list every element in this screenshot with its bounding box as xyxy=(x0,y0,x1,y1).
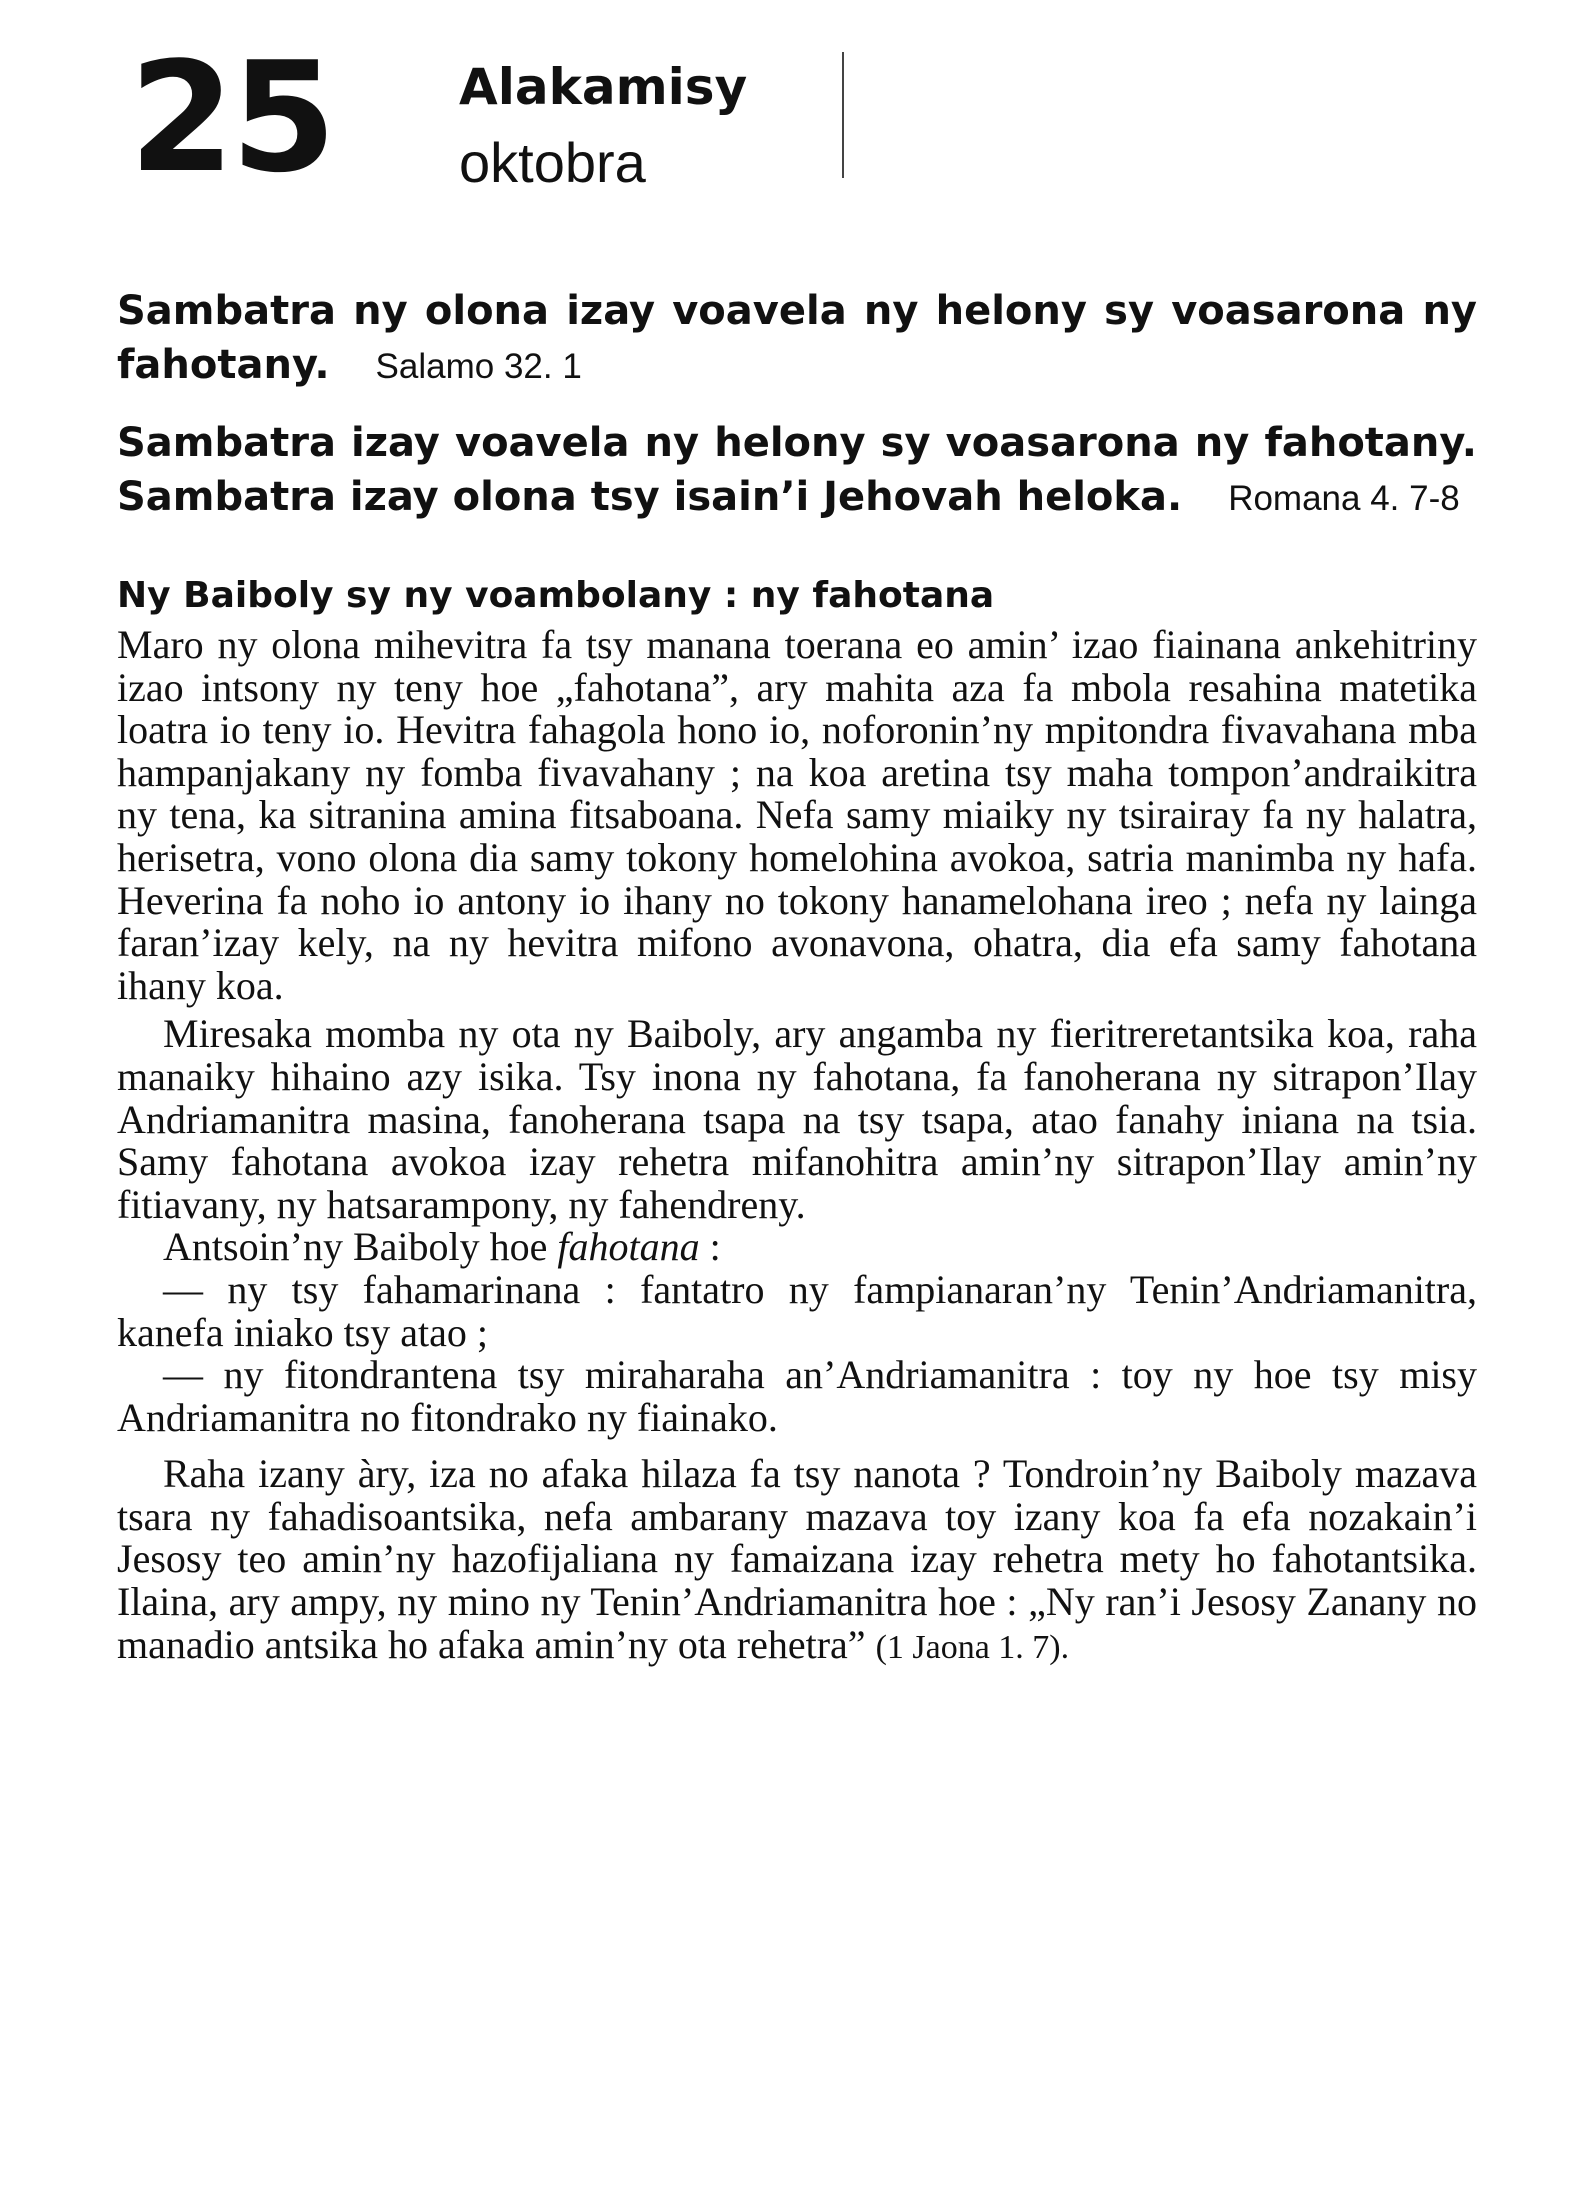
paragraph-4 xyxy=(117,1453,1477,1669)
paragraph-3-tail: : xyxy=(699,1224,721,1270)
paragraph-4-text: Raha izany àry, iza no afaka hilaza fa tsy nanota ? Tondroin’ny Baiboly mazava tsara ny fahadisoantsika, nefa ambarany mazava toy izany koa fa efa nozakain’i Jesosy teo amin’ny hazofijaliana ny famaizana izay rehetra mety ho fahotantsika. Ilaina, ary ampy, ny mino ny Tenin’Andriamanitra hoe : „Ny ran’i Jesosy Zanany no manadio antsika ho afaka amin’ny ota rehetra” xyxy=(117,1451,1477,1667)
paragraph-1: Maro ny olona mihevitra fa tsy manana toerana eo amin’ izao fiainana ankehitriny izao intsony ny teny hoe „fahotana”, ary mahita aza fa mbola resahina matetika loatra io teny io. Hevitra fahagola hono io, noforonin’ny mpitondra fivavahana mba hampanjakany ny fomba fivavahany ; na koa aretina tsy maha tompon’andraikitra ny tena, ka sitranina amina fitsaboana. Nefa samy miaiky ny tsirairay fa ny halatra, herisetra, vono olona dia samy tokony homelohina avokoa, satria manimba ny hafa. Heverina fa noho io antony io ihany no tokony hanamelohana ireo ; nefa ny lainga faran’izay kely, na ny hevitra mifono avonavona, ohatra, dia efa samy fahotana ihany koa. xyxy=(117,622,1477,1008)
devotional-page xyxy=(117,29,1477,1669)
paragraph-3 xyxy=(117,1226,1477,1269)
paragraph-2: Miresaka momba ny ota ny Baiboly, ary angamba ny fieritreretantsika koa, raha manaiky hihaino azy isika. Tsy inona ny fahotana, fa fanoherana ny sitrapon’Ilay Andriamanitra masina, fanoherana tsapa na tsy tsapa, atao fanahy iniana na tsia. Samy fahotana avokoa izay rehetra mifanohitra amin’ny sitrapon’Ilay amin’ny fitiavany, ny hatsarampony, ny fahendreny. xyxy=(117,1011,1477,1227)
verse-1-text: Sambatra ny olona izay voavela ny helony sy voasarona ny fahotany. xyxy=(117,288,1477,388)
closing-reference: (1 Jaona 1. 7). xyxy=(875,1628,1070,1666)
weekday-label: Alakamisy xyxy=(459,58,748,116)
header-divider xyxy=(842,52,844,178)
verse-1 xyxy=(117,284,1477,394)
month-label: oktobra xyxy=(459,131,646,194)
paragraph-3-lead: Antsoin’ny Baiboly hoe xyxy=(163,1224,558,1270)
verse-2-reference: Romana 4. 7-8 xyxy=(1228,479,1460,518)
list-item-1: — ny tsy fahamarinana : fantatro ny fampianaran’ny Tenin’Andriamanitra, kanefa iniako tsy atao ; xyxy=(117,1266,1477,1355)
body-text xyxy=(117,624,1477,1669)
verse-1-reference: Salamo 32. 1 xyxy=(375,347,582,386)
emphasized-term: fahotana xyxy=(557,1224,700,1270)
list-item-2: — ny fitondrantena tsy miraharaha an’Andriamanitra : toy ny hoe tsy misy Andriamanitra no fitondrako ny fiainako. xyxy=(117,1352,1477,1440)
date-header xyxy=(117,29,1477,206)
verse-2-text: Sambatra izay voavela ny helony sy voasarona ny fahotany. Sambatra izay olona tsy isain’i Jehovah heloka. xyxy=(117,420,1477,520)
day-number: 25 xyxy=(129,29,333,206)
section-title: Ny Baiboly sy ny voambolany : ny fahotana xyxy=(117,575,995,616)
verse-2 xyxy=(117,416,1477,526)
